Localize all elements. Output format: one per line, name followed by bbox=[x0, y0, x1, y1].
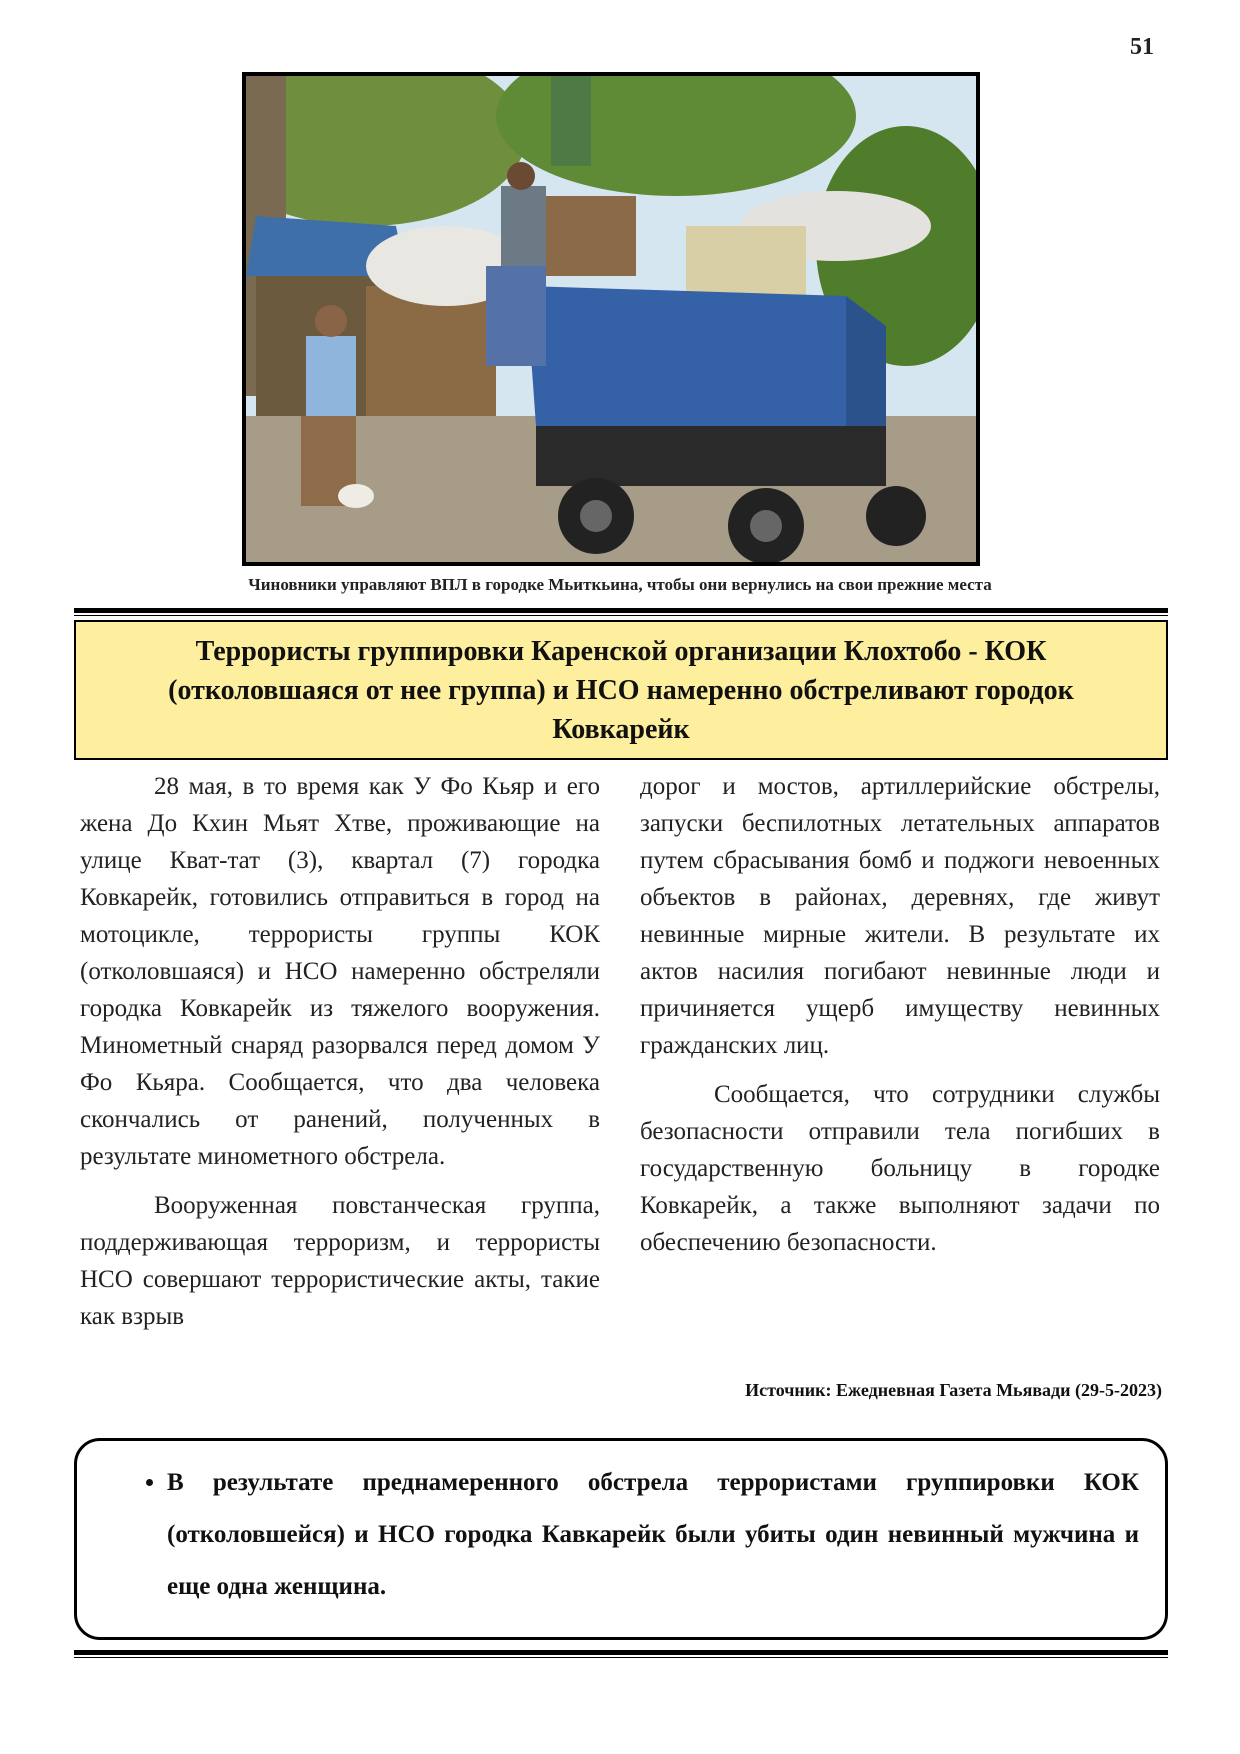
article-headline: Террористы группировки Каренской организации Клохтобо - КОК (отколовшаяся от нее группа) и НСО намеренно обстреливают городок Ковкарейк bbox=[168, 635, 1074, 745]
article-paragraph: дорог и мостов, артиллерийские обстрелы, запуски беспилотных летательных аппаратов путем сбрасывания бомб и поджоги невоенных объектов в районах, деревнях, где живут невинные мирные жители. В результате их актов насилия погибают невинные люди и причиняется ущерб имуществу невинных гражданских лиц. bbox=[640, 773, 1160, 1059]
divider-top-thin bbox=[74, 615, 1168, 616]
photo-caption: Чиновники управляют ВПЛ в городке Мьиткьина, чтобы они вернулись на свои прежние места bbox=[248, 575, 992, 594]
summary-list bbox=[127, 1457, 1139, 1613]
news-photo-illustration bbox=[246, 76, 976, 562]
summary-box bbox=[74, 1438, 1168, 1640]
summary-bullet: • В результате преднамеренного обстрела террористами группировки КОК (отколовшейся) и НСО городка Кавкарейк были убиты один невинный мужчина и еще одна женщина. bbox=[167, 1457, 1139, 1613]
headline-box bbox=[74, 620, 1168, 760]
article-column-right bbox=[640, 768, 1160, 1273]
article-column-left bbox=[80, 768, 600, 1347]
news-photo bbox=[242, 72, 980, 566]
divider-bottom-thin bbox=[74, 1657, 1168, 1658]
page-number: 51 bbox=[1130, 34, 1154, 60]
divider-top-thick bbox=[74, 608, 1168, 613]
article-paragraph: Вооруженная повстанческая группа, поддерживающая терроризм, и террористы НСО совершают террористические акты, такие как взрыв bbox=[80, 1192, 600, 1330]
article-paragraph: Сообщается, что сотрудники службы безопасности отправили тела погибших в государственную больницу в городке Ковкарейк, а также выполняют задачи по обеспечению безопасности. bbox=[640, 1081, 1160, 1256]
article-source: Источник: Ежедневная Газета Мьявади (29-5-2023) bbox=[745, 1380, 1162, 1400]
divider-bottom-thick bbox=[74, 1650, 1168, 1655]
article-paragraph: 28 мая, в то время как У Фо Кьяр и его жена До Кхин Мьят Хтве, проживающие на улице Кват-тат (3), квартал (7) городка Ковкарейк, готовились отправиться в город на мотоцикле, террористы группы КОК (отколовшаяся) и НСО намеренно обстреляли городка Ковкарейк из тяжелого вооружения. Минометный снаряд разорвался перед домом У Фо Кьяра. Сообщается, что два человека скончались от ранений, полученных в результате минометного обстрела. bbox=[80, 773, 600, 1170]
